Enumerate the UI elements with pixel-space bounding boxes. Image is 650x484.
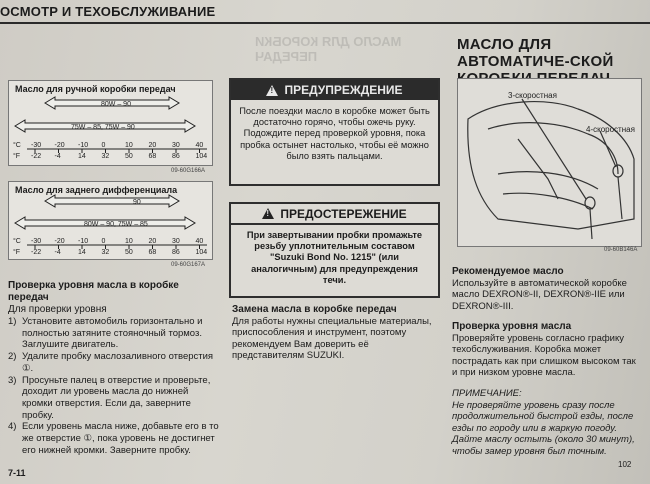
chart-graphic xyxy=(9,81,212,165)
bar-label-80w90: 80W – 90, 75W – 85 xyxy=(84,221,148,228)
page-number-left: 7-11 xyxy=(8,468,26,478)
f-tick-label: 86 xyxy=(172,249,180,256)
c-tick-label: 10 xyxy=(125,142,133,149)
chart-ref: 09-60G167A xyxy=(171,262,206,268)
list-item xyxy=(8,375,221,422)
list-item xyxy=(8,316,221,351)
f-tick-label: 32 xyxy=(101,249,110,256)
item-number: 1) xyxy=(8,316,17,327)
f-tick-label: 68 xyxy=(148,249,157,256)
section-heading: Рекомендуемое масло xyxy=(452,266,564,277)
bar-label-75w85: 75W – 85, 75W – 90 xyxy=(71,124,135,131)
section-heading: Замена масла в коробке передач xyxy=(232,304,397,315)
page-number-right: 102 xyxy=(618,460,632,469)
manual-oil-chart xyxy=(8,80,213,166)
c-tick-label: 40 xyxy=(195,238,204,245)
item-text: Просуньте палец в отверстие и проверьте, доходит ли уровень масла до нижней кромки отверстия. Если да, заверните пробку. xyxy=(22,374,211,421)
c-tick-label: 20 xyxy=(148,142,157,149)
steps-list xyxy=(8,316,221,456)
f-tick-label: -22 xyxy=(31,249,42,256)
f-tick-label: -22 xyxy=(31,153,42,160)
chart-title: Масло для ручной коробки передач xyxy=(15,84,176,94)
f-tick-label: 14 xyxy=(78,249,86,256)
c-tick-label: 0 xyxy=(101,142,106,149)
tick-labels xyxy=(31,238,207,256)
page-header: ОСМОТР И ТЕХОБСЛУЖИВАНИЕ xyxy=(0,4,216,19)
chart-ref: 09-60G166A xyxy=(171,168,206,174)
bar-label-80w90: 80W – 90 xyxy=(101,101,131,108)
c-tick-label: -30 xyxy=(31,142,42,149)
caution-triangle-icon: ! xyxy=(262,208,274,219)
item-text: Удалите пробку маслозаливного отверстия ①. xyxy=(22,351,214,374)
warning-label: ПРЕДУПРЕЖДЕНИЕ xyxy=(284,83,403,97)
item-number: 3) xyxy=(8,374,17,386)
caution-bar xyxy=(231,204,438,225)
c-tick-label: -20 xyxy=(54,142,65,149)
bar-90 xyxy=(45,195,179,207)
f-tick-label: 50 xyxy=(125,249,133,256)
f-tick-label: 32 xyxy=(101,153,110,160)
warning-triangle-icon: ! xyxy=(266,85,278,96)
section-text: Для работы нужны специальные материалы, приспособления и инструмент, поэтому рекомендуем Вам доверить её представителям SUZUKI. xyxy=(232,315,432,361)
f-tick-label: 14 xyxy=(78,153,86,160)
level-check-heading xyxy=(8,280,218,316)
f-tick-label: -4 xyxy=(54,249,61,256)
bar-label-90: 90 xyxy=(133,199,141,206)
section-heading: Проверка уровня масла xyxy=(452,321,572,332)
label-4-speed: 4-скоростная xyxy=(586,125,635,134)
warning-text: После поездки масло в коробке может быть достаточно горячо, чтобы ожечь руку. Подождите перед проверкой уровня, пока пробка остынет настолько, чтобы её можно было взять пальцами. xyxy=(239,106,430,161)
f-tick-label: 86 xyxy=(172,153,180,160)
c-tick-label: 40 xyxy=(195,142,204,149)
section-text: Используйте в автоматической коробке масло DEXRON®-II, DEXRON®-IIE или DEXRON®-III. xyxy=(452,277,627,312)
section-text: Проверяйте уровень согласно графику техобслуживания. Коробка может пострадать как при слишком высоком так и при низком уровне масла. xyxy=(452,332,636,378)
c-tick-label: 0 xyxy=(101,238,106,245)
f-tick-label: -4 xyxy=(54,153,61,160)
note-text: Не проверяйте уровень сразу после продолжительной быстрой езды, после езды по городу или в жаркую погоду. Дайте маслу остыть (около 30 минут), чтобы замер уровня был точным. xyxy=(452,399,635,457)
header-rule xyxy=(0,22,650,24)
f-tick-label: 50 xyxy=(125,153,133,160)
f-label: °F xyxy=(13,249,21,256)
warning-bar xyxy=(231,80,438,100)
c-label: °C xyxy=(13,238,21,245)
caution-text: При завертывании пробки промажьте резьбу уплотнительным составом "Suzuki Bond No. 1215" (или аналогичным) для предупреждения течи. xyxy=(246,230,423,285)
f-tick-label: 68 xyxy=(148,153,157,160)
f-label: °F xyxy=(13,153,21,160)
section-heading: Проверка уровня масла в коробке передач xyxy=(8,280,179,303)
item-number: 4) xyxy=(8,421,17,433)
tick-labels xyxy=(31,142,207,160)
caution-box xyxy=(229,202,440,298)
chart-title: Масло для заднего дифференциала xyxy=(15,185,178,195)
section-title: МАСЛО ДЛЯ АВТОМАТИЧЕ-СКОЙ xyxy=(457,36,614,70)
note-section xyxy=(452,388,642,457)
intro-text: Для проверки уровня xyxy=(8,304,107,315)
bleed-through-text: МАСЛО ДЛЯ КОРОБКИ ПЕРЕДАЧ xyxy=(255,34,402,64)
c-tick-label: -30 xyxy=(31,238,42,245)
c-tick-label: -20 xyxy=(54,238,65,245)
c-tick-label: 10 xyxy=(125,238,133,245)
item-text: Если уровень масла ниже, добавьте его в то же отверстие ①, пока уровень не достигнет его нижней кромки. Заверните пробку. xyxy=(22,421,219,456)
oil-change-section xyxy=(232,304,437,362)
label-3-speed: 3-скоростная xyxy=(508,91,557,100)
transmission-illustration xyxy=(457,78,642,247)
warning-box xyxy=(229,78,440,186)
list-item xyxy=(8,421,221,456)
c-tick-label: 30 xyxy=(172,238,180,245)
image-ref: 09-60B146A xyxy=(604,247,638,253)
f-tick-label: 104 xyxy=(195,153,208,160)
c-tick-label: -10 xyxy=(78,142,89,149)
engine-drawing xyxy=(458,79,641,246)
f-tick-label: 104 xyxy=(195,249,208,256)
note-heading: ПРИМЕЧАНИЕ: xyxy=(452,388,522,399)
item-number: 2) xyxy=(8,351,17,363)
c-tick-label: 20 xyxy=(148,238,157,245)
recommended-oil xyxy=(452,266,642,312)
oil-level-check xyxy=(452,321,642,379)
list-item xyxy=(8,351,221,374)
c-label: °C xyxy=(13,142,21,149)
diff-oil-chart xyxy=(8,181,213,260)
caution-label: ПРЕДОСТЕРЕЖЕНИЕ xyxy=(280,206,407,221)
c-tick-label: -10 xyxy=(78,238,89,245)
c-tick-label: 30 xyxy=(172,142,180,149)
chart-graphic xyxy=(9,182,212,259)
item-text: Установите автомобиль горизонтально и полностью затяните стояночный тормоз. Заглушите двигатель. xyxy=(22,316,203,351)
